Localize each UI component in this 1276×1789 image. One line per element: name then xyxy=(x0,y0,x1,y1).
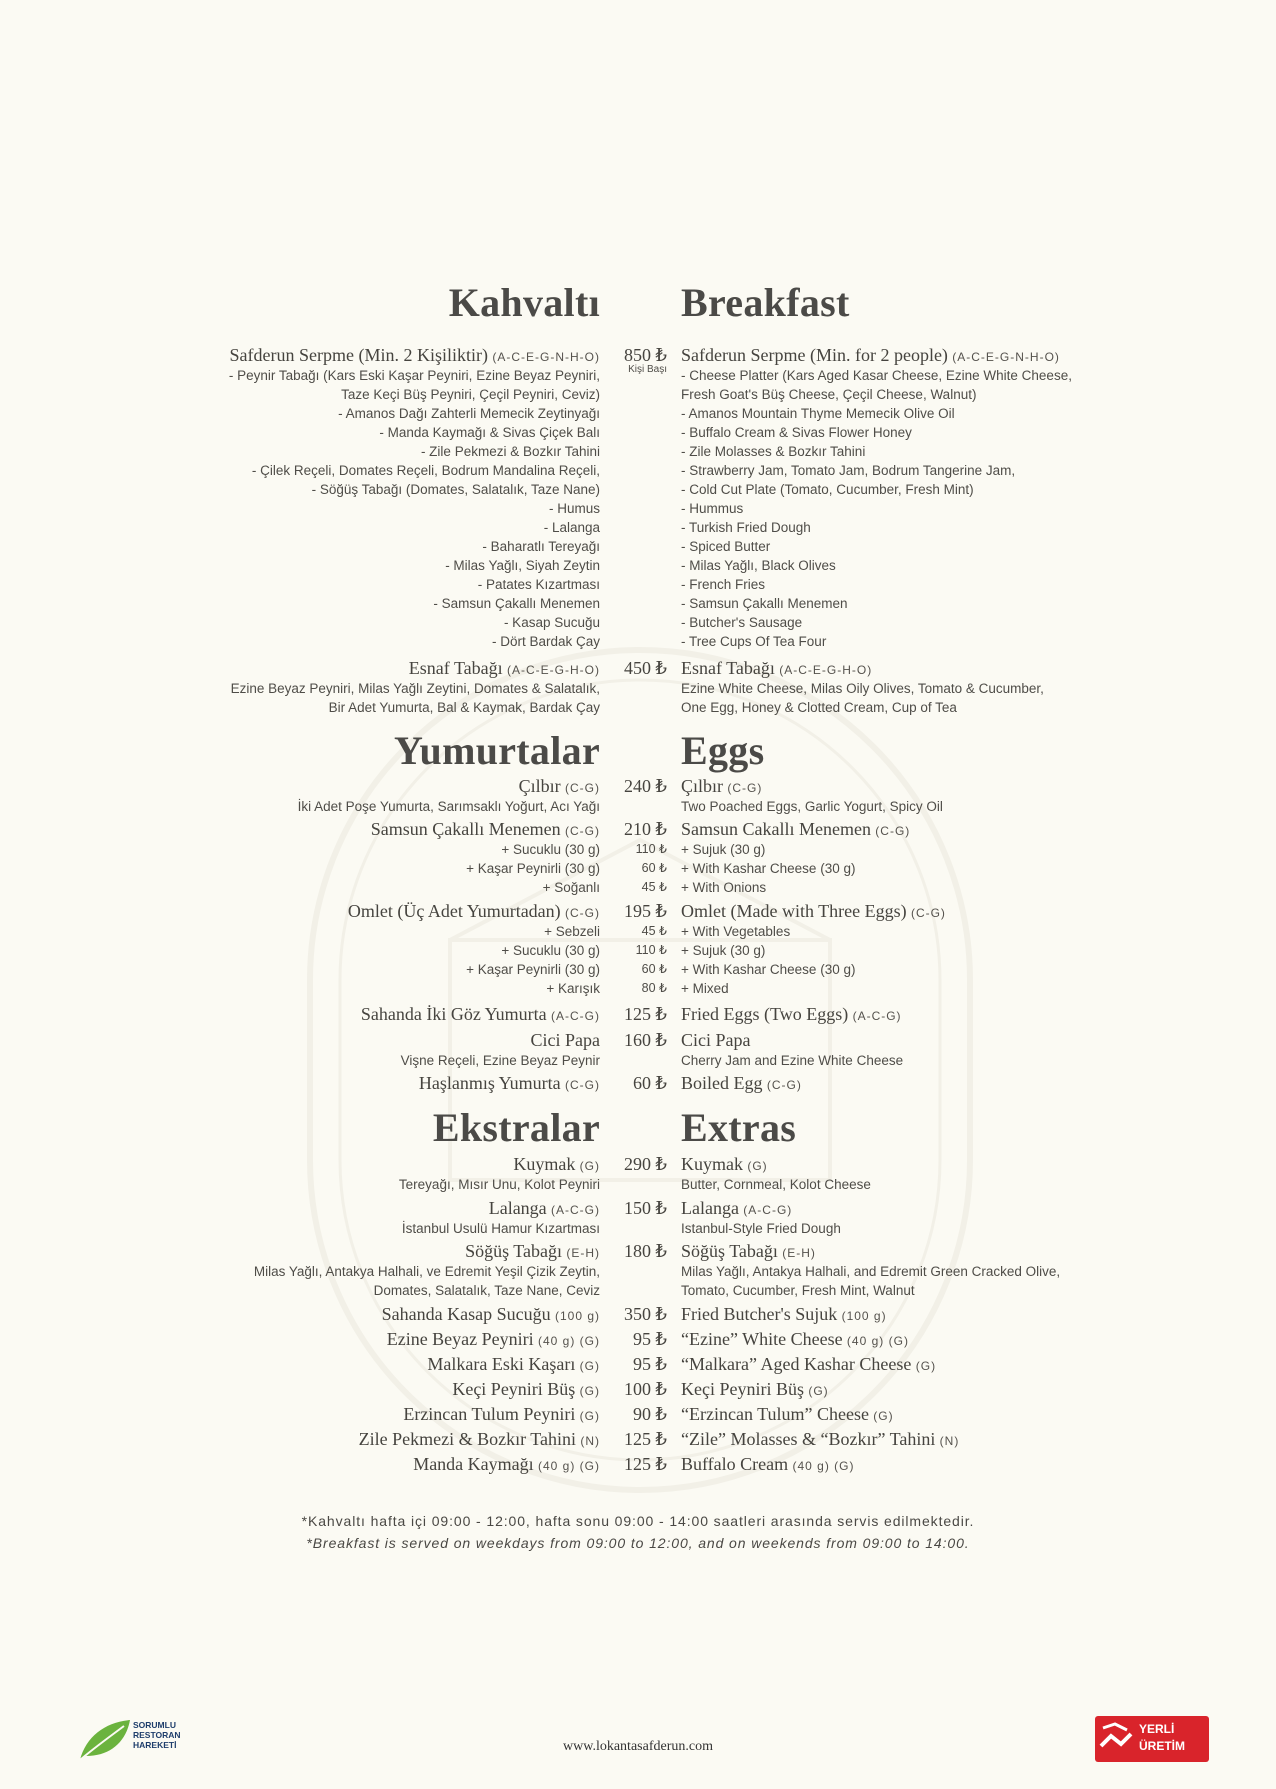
item-description-tr: İstanbul Usulü Hamur Kızartması xyxy=(401,1221,600,1236)
item-name-en-text: Söğüş Tabağı xyxy=(681,1241,778,1261)
item-name-en-text: Çılbır xyxy=(681,776,724,796)
item-name-tr-text: Ezine Beyaz Peyniri xyxy=(386,1329,534,1349)
item-price: 180 ₺ xyxy=(624,1241,667,1261)
allergen-code: (40 g) (G) xyxy=(842,1334,909,1348)
item-description-en: Milas Yağlı, Antakya Halhali, and Edremit Green Cracked Olive, xyxy=(681,1264,1061,1279)
item-name-en-text: “Ezine” White Cheese xyxy=(681,1329,843,1349)
item-name-tr-text: Omlet (Üç Adet Yumurtadan) xyxy=(347,901,561,921)
item-description-en: + With Kashar Cheese (30 g) xyxy=(681,861,856,876)
section-title-tr: Kahvaltı xyxy=(448,280,600,325)
item-description-tr: - Çilek Reçeli, Domates Reçeli, Bodrum Mandalina Reçeli, xyxy=(251,463,600,478)
allergen-code: (A-C-E-G-N-H-O) xyxy=(947,350,1060,364)
item-name-en-text: Kuymak xyxy=(681,1154,743,1174)
item-name-tr xyxy=(359,1428,600,1452)
item-name-en xyxy=(681,900,946,924)
allergen-code: (40 g) (G) xyxy=(788,1459,855,1473)
item-description-en: + Sujuk (30 g) xyxy=(681,943,766,958)
allergen-code: (C-G) xyxy=(560,781,600,795)
allergen-code: (A-C-G) xyxy=(848,1009,902,1023)
allergen-code: (C-G) xyxy=(560,1078,600,1092)
allergen-code: (C-G) xyxy=(906,906,946,920)
item-name-en xyxy=(681,1197,792,1221)
item-price: 95 ₺ xyxy=(633,1329,667,1349)
extra-option-price: 110 ₺ xyxy=(635,943,667,957)
logo-right-line: ÜRETİM xyxy=(1139,1739,1185,1753)
item-name-tr xyxy=(513,1153,600,1177)
item-name-tr xyxy=(382,1303,600,1327)
item-description-tr: Domates, Salatalık, Taze Nane, Ceviz xyxy=(373,1283,600,1298)
item-name-tr xyxy=(348,900,600,924)
item-description-en: Cherry Jam and Ezine White Cheese xyxy=(681,1053,904,1068)
item-price: 450 ₺ xyxy=(624,658,667,678)
item-name-en xyxy=(681,1378,829,1402)
item-name-tr-text: Çılbır xyxy=(518,776,561,796)
price-note: Kişi Başı xyxy=(628,364,667,375)
logo-right-line: YERLİ xyxy=(1139,1722,1175,1736)
item-description-tr: Vişne Reçeli, Ezine Beyaz Peynir xyxy=(400,1053,600,1068)
item-description-tr: + Sucuklu (30 g) xyxy=(501,842,600,857)
allergen-code: (A-C-G) xyxy=(546,1203,600,1217)
item-name-en xyxy=(681,1240,816,1264)
item-description-tr: - Baharatlı Tereyağı xyxy=(482,539,600,554)
item-description-tr: - Peynir Tabağı (Kars Eski Kaşar Peyniri, Ezine Beyaz Peyniri, xyxy=(228,368,600,383)
allergen-code: (G) xyxy=(575,1159,600,1173)
allergen-code: (N) xyxy=(576,1434,600,1448)
item-name-en-text: Omlet (Made with Three Eggs) xyxy=(681,901,907,921)
item-name-en xyxy=(681,1303,887,1327)
item-price: 240 ₺ xyxy=(624,776,667,796)
allergen-code: (40 g) (G) xyxy=(533,1459,600,1473)
item-name-en xyxy=(681,657,872,681)
section-title-en: Eggs xyxy=(681,728,765,773)
item-name-tr-text: Sahanda Kasap Sucuğu xyxy=(381,1304,551,1324)
item-name-tr-text: Esnaf Tabağı xyxy=(408,658,503,678)
item-name-en-text: Buffalo Cream xyxy=(681,1454,789,1474)
item-description-en: + With Onions xyxy=(681,880,767,895)
item-description-en: - French Fries xyxy=(681,577,766,592)
item-price: 100 ₺ xyxy=(624,1379,667,1399)
item-name-en xyxy=(681,1003,902,1027)
allergen-code: (C-G) xyxy=(870,824,911,838)
item-name-en xyxy=(681,344,1060,368)
item-price: 60 ₺ xyxy=(633,1073,667,1093)
allergen-code: (A-C-G) xyxy=(546,1009,600,1023)
allergen-code: (A-C-E-G-N-H-O) xyxy=(488,350,600,364)
item-price: 210 ₺ xyxy=(624,819,667,839)
item-name-tr xyxy=(403,1403,600,1427)
item-description-tr: - Dört Bardak Çay xyxy=(491,634,600,649)
item-description-tr: Ezine Beyaz Peyniri, Milas Yağlı Zeytini, Domates & Salatalık, xyxy=(230,681,600,696)
item-name-en xyxy=(681,1453,854,1477)
item-price: 160 ₺ xyxy=(624,1030,667,1050)
breakfast-hours-note-en: *Breakfast is served on weekdays from 09:00 to 12:00, and on weekends from 09:00 to 14:00. xyxy=(306,1535,970,1551)
item-price: 195 ₺ xyxy=(624,901,667,921)
item-price: 290 ₺ xyxy=(624,1154,667,1174)
allergen-code: (A-C-E-G-H-O) xyxy=(774,663,873,677)
item-name-en-text: “Zile” Molasses & “Bozkır” Tahini xyxy=(681,1429,936,1449)
item-name-tr xyxy=(427,1353,600,1377)
item-price: 90 ₺ xyxy=(633,1404,667,1424)
item-name-tr-text: Söğüş Tabağı xyxy=(465,1241,562,1261)
item-name-en xyxy=(681,1428,959,1452)
extra-option-price: 45 ₺ xyxy=(641,924,667,938)
item-description-en: Ezine White Cheese, Milas Oily Olives, Tomato & Cucumber, xyxy=(681,681,1044,696)
extra-option-price: 60 ₺ xyxy=(641,962,667,976)
section-title-tr: Yumurtalar xyxy=(394,728,600,773)
item-name-tr xyxy=(419,1072,600,1096)
item-name-en-text: Fried Butcher's Sujuk xyxy=(681,1304,838,1324)
item-price: 95 ₺ xyxy=(633,1354,667,1374)
item-name-tr-text: Safderun Serpme (Min. 2 Kişiliktir) xyxy=(229,345,489,365)
item-description-tr: - Söğüş Tabağı (Domates, Salatalık, Taze Nane) xyxy=(311,482,600,497)
item-name-tr-text: Lalanga xyxy=(488,1198,547,1218)
item-name-tr-text: Erzincan Tulum Peyniri xyxy=(403,1404,576,1424)
allergen-code: (N) xyxy=(935,1434,960,1448)
extra-option-price: 45 ₺ xyxy=(641,880,667,894)
item-name-en xyxy=(681,1153,768,1177)
item-description-en: - Milas Yağlı, Black Olives xyxy=(681,558,836,573)
item-name-tr xyxy=(230,344,600,368)
item-description-tr: + Sucuklu (30 g) xyxy=(501,943,600,958)
item-name-tr xyxy=(413,1453,600,1477)
allergen-code: (C-G) xyxy=(762,1078,802,1092)
item-description-tr: + Karışık xyxy=(546,981,600,996)
breakfast-hours-note-tr: *Kahvaltı hafta içi 09:00 - 12:00, hafta sonu 09:00 - 14:00 saatleri arasında servis edilmektedir. xyxy=(301,1513,975,1529)
logo-left-line: SORUMLU xyxy=(133,1720,176,1730)
item-description-en: - Strawberry Jam, Tomato Jam, Bodrum Tangerine Jam, xyxy=(681,463,1016,478)
item-name-tr-text: Sahanda İki Göz Yumurta xyxy=(360,1004,547,1024)
item-description-tr: İki Adet Poşe Yumurta, Sarımsaklı Yoğurt, Acı Yağı xyxy=(297,799,600,814)
yerli-uretim-badge xyxy=(1095,1716,1209,1762)
item-description-tr: - Zile Pekmezi & Bozkır Tahini xyxy=(420,444,600,459)
item-name-tr xyxy=(387,1328,600,1352)
item-name-tr xyxy=(519,775,600,799)
item-price: 125 ₺ xyxy=(624,1454,667,1474)
logo-left-line: HAREKETİ xyxy=(133,1740,177,1750)
allergen-code: (G) xyxy=(575,1409,600,1423)
allergen-code: (40 g) (G) xyxy=(533,1334,600,1348)
item-name-tr xyxy=(489,1197,600,1221)
item-description-en: - Hummus xyxy=(681,501,744,516)
item-description-en: - Zile Molasses & Bozkır Tahini xyxy=(681,444,866,459)
item-description-en: Butter, Cornmeal, Kolot Cheese xyxy=(681,1177,871,1192)
allergen-code: (100 g) xyxy=(837,1309,887,1323)
item-name-en-text: Safderun Serpme (Min. for 2 people) xyxy=(681,345,948,365)
allergen-code: (100 g) xyxy=(550,1309,600,1323)
item-price: 125 ₺ xyxy=(624,1004,667,1024)
item-description-en: + Mixed xyxy=(681,981,729,996)
item-description-en: Fresh Goat's Büş Cheese, Çeçil Cheese, Walnut) xyxy=(681,387,977,402)
item-name-tr xyxy=(409,657,600,681)
item-name-en-text: Esnaf Tabağı xyxy=(681,658,775,678)
item-description-en: Istanbul-Style Fried Dough xyxy=(681,1221,841,1236)
allergen-code: (G) xyxy=(575,1384,600,1398)
allergen-code: (A-C-G) xyxy=(738,1203,793,1217)
item-description-en: - Buffalo Cream & Sivas Flower Honey xyxy=(681,425,912,440)
item-description-en: - Cheese Platter (Kars Aged Kasar Cheese, Ezine White Cheese, xyxy=(681,368,1072,383)
allergen-code: (C-G) xyxy=(560,906,600,920)
item-name-tr xyxy=(361,1003,600,1027)
item-description-tr: - Milas Yağlı, Siyah Zeytin xyxy=(445,558,600,573)
item-name-tr-text: Keçi Peyniri Büş xyxy=(452,1379,576,1399)
item-description-en: + Sujuk (30 g) xyxy=(681,842,766,857)
item-name-tr xyxy=(531,1029,601,1051)
item-name-en-text: “Erzincan Tulum” Cheese xyxy=(681,1404,869,1424)
item-name-en xyxy=(681,1353,936,1377)
item-description-tr: Taze Keçi Büş Peyniri, Çeçil Peyniri, Ceviz) xyxy=(341,387,600,402)
item-description-tr: - Lalanga xyxy=(543,520,600,535)
allergen-code: (E-H) xyxy=(777,1246,816,1260)
item-name-en-text: Lalanga xyxy=(681,1198,739,1218)
item-name-tr xyxy=(465,1240,600,1264)
allergen-code: (E-H) xyxy=(562,1246,600,1260)
item-description-tr: + Kaşar Peynirli (30 g) xyxy=(466,861,600,876)
item-description-en: Two Poached Eggs, Garlic Yogurt, Spicy Oil xyxy=(681,799,943,814)
logo-left-line: RESTORAN xyxy=(133,1730,181,1740)
item-name-en xyxy=(681,1403,894,1427)
item-description-tr: - Humus xyxy=(548,501,600,516)
item-name-en-text: Cici Papa xyxy=(681,1030,751,1050)
item-name-en-text: Samsun Cakallı Menemen xyxy=(681,819,871,839)
item-name-en-text: Boiled Egg xyxy=(681,1073,763,1093)
item-name-en-text: Fried Eggs (Two Eggs) xyxy=(681,1004,849,1024)
item-name-tr-text: Haşlanmış Yumurta xyxy=(418,1073,561,1093)
item-price: 850 ₺ xyxy=(624,345,667,365)
item-description-en: One Egg, Honey & Clotted Cream, Cup of Tea xyxy=(681,700,957,715)
item-name-tr-text: Kuymak xyxy=(513,1154,576,1174)
item-name-tr xyxy=(371,818,600,842)
item-name-en-text: “Malkara” Aged Kashar Cheese xyxy=(681,1354,912,1374)
item-name-en xyxy=(681,775,762,799)
item-name-en xyxy=(681,1029,751,1051)
item-description-en: + With Kashar Cheese (30 g) xyxy=(681,962,856,977)
extra-option-price: 80 ₺ xyxy=(641,981,667,995)
allergen-code: (G) xyxy=(575,1359,600,1373)
item-price: 350 ₺ xyxy=(624,1304,667,1324)
item-description-en: - Amanos Mountain Thyme Memecik Olive Oil xyxy=(681,406,955,421)
item-description-tr: - Patates Kızartması xyxy=(477,577,600,592)
item-name-tr xyxy=(452,1378,600,1402)
item-name-en-text: Keçi Peyniri Büş xyxy=(681,1379,804,1399)
item-description-en: - Tree Cups Of Tea Four xyxy=(681,634,827,649)
item-description-tr: + Soğanlı xyxy=(542,880,600,895)
item-description-en: - Cold Cut Plate (Tomato, Cucumber, Fresh Mint) xyxy=(681,482,974,497)
allergen-code: (G) xyxy=(911,1359,937,1373)
allergen-code: (C-G) xyxy=(723,781,763,795)
allergen-code: (G) xyxy=(804,1384,829,1398)
item-description-en: - Samsun Çakallı Menemen xyxy=(681,596,848,611)
item-description-en: - Butcher's Sausage xyxy=(681,615,803,630)
item-description-tr: Tereyağı, Mısır Unu, Kolot Peyniri xyxy=(398,1177,600,1192)
item-name-tr-text: Cici Papa xyxy=(530,1030,600,1050)
item-description-tr: - Manda Kaymağı & Sivas Çiçek Balı xyxy=(379,425,600,440)
item-description-tr: Milas Yağlı, Antakya Halhali, ve Edremit Yeşil Çizik Zeytin, xyxy=(253,1264,600,1279)
item-description-tr: - Amanos Dağı Zahterli Memecik Zeytinyağı xyxy=(338,406,600,421)
section-title-en: Breakfast xyxy=(681,280,850,325)
item-name-tr-text: Samsun Çakallı Menemen xyxy=(370,819,561,839)
item-name-tr-text: Malkara Eski Kaşarı xyxy=(427,1354,576,1374)
section-title-en: Extras xyxy=(681,1105,797,1150)
item-description-en: - Spiced Butter xyxy=(681,539,771,554)
website-link[interactable]: www.lokantasafderun.com xyxy=(563,1739,713,1754)
item-description-tr: Bir Adet Yumurta, Bal & Kaymak, Bardak Çay xyxy=(328,700,600,715)
item-description-tr: - Kasap Sucuğu xyxy=(503,615,600,630)
item-name-tr-text: Zile Pekmezi & Bozkır Tahini xyxy=(358,1429,576,1449)
allergen-code: (G) xyxy=(868,1409,894,1423)
item-price: 150 ₺ xyxy=(624,1198,667,1218)
section-title-tr: Ekstralar xyxy=(432,1105,600,1150)
extra-option-price: 110 ₺ xyxy=(635,842,667,856)
item-name-en xyxy=(681,1328,909,1352)
item-name-en xyxy=(681,818,910,842)
item-description-en: Tomato, Cucumber, Fresh Mint, Walnut xyxy=(681,1283,915,1298)
allergen-code: (A-C-E-G-H-O) xyxy=(502,663,600,677)
item-description-en: - Turkish Fried Dough xyxy=(681,520,811,535)
item-price: 125 ₺ xyxy=(624,1429,667,1449)
allergen-code: (C-G) xyxy=(560,824,600,838)
item-name-tr-text: Manda Kaymağı xyxy=(413,1454,534,1474)
item-description-tr: + Kaşar Peynirli (30 g) xyxy=(466,962,600,977)
item-description-tr: + Sebzeli xyxy=(544,924,600,939)
item-description-tr: - Samsun Çakallı Menemen xyxy=(433,596,600,611)
item-name-en xyxy=(681,1072,802,1096)
extra-option-price: 60 ₺ xyxy=(641,861,667,875)
allergen-code: (G) xyxy=(743,1159,768,1173)
item-description-en: + With Vegetables xyxy=(681,924,791,939)
